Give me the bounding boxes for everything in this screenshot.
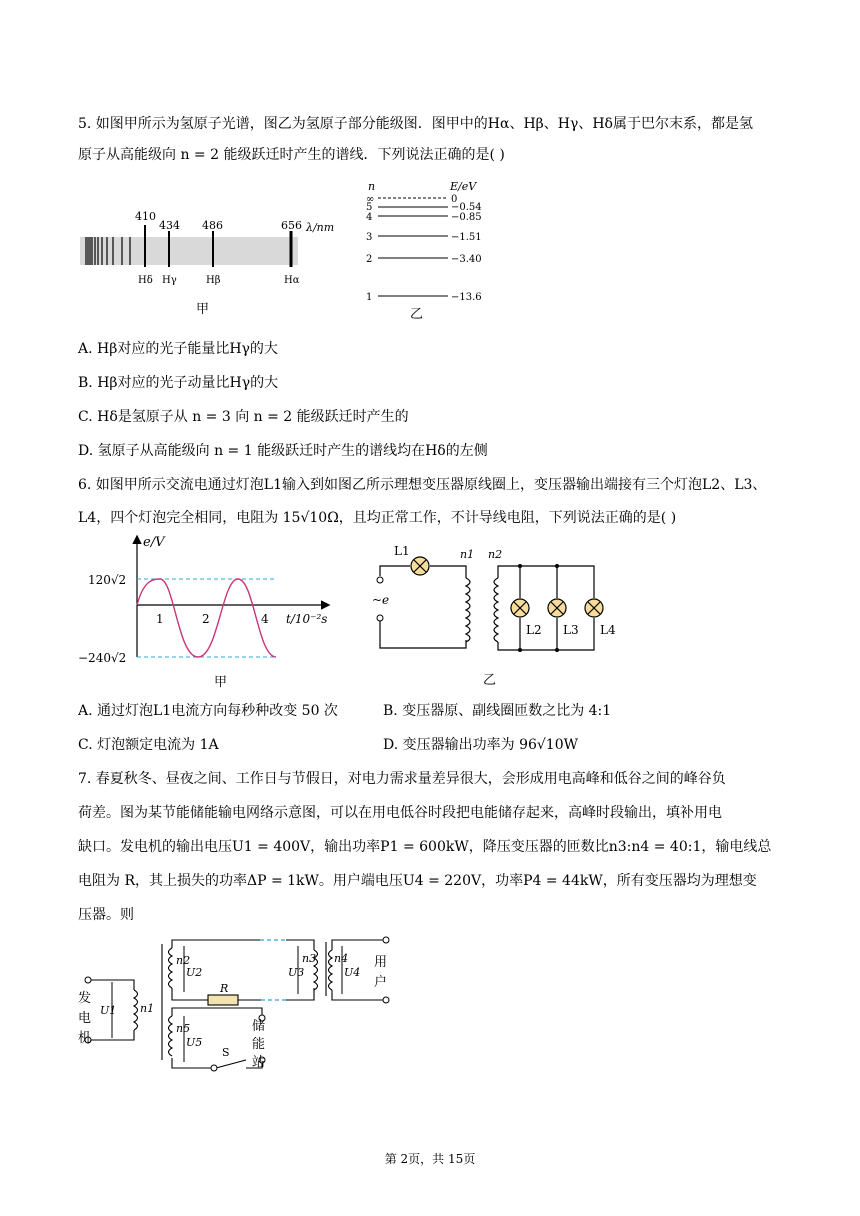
y-tick-bottom: −240√2 xyxy=(78,651,127,665)
y-axis-label: e/V xyxy=(143,535,165,550)
svg-text:L2: L2 xyxy=(526,623,542,637)
q5-option-d[interactable]: D. 氢原子从高能级向 n = 1 能级跃迁时产生的谱线均在Hδ的左侧 xyxy=(78,443,488,459)
q6-figure-jia-waveform xyxy=(78,532,340,690)
svg-text:发: 发 xyxy=(78,991,92,1006)
figure-caption-jia: 甲 xyxy=(196,302,210,317)
svg-text:电: 电 xyxy=(78,1011,92,1026)
wavelength-434: 434 xyxy=(159,219,180,232)
svg-text:L3: L3 xyxy=(563,623,579,637)
line-name-hgamma: Hγ xyxy=(162,275,177,286)
q6-figure-yi-circuit xyxy=(368,538,618,690)
q5-stem-line-2: 原子从高能级向 n = 2 能级跃迁时产生的谱线．下列说法正确的是( ) xyxy=(78,147,505,163)
x-tick-4: 4 xyxy=(261,612,269,626)
svg-text:U2: U2 xyxy=(186,966,203,979)
q5-stem-line-1: 5. 如图甲所示为氢原子光谱，图乙为氢原子部分能级图．图甲中的Hα、Hβ、Hγ、Hδ属于巴尔末系，都是氢 xyxy=(78,116,753,132)
wavelength-410: 410 xyxy=(135,210,156,223)
svg-text:U1: U1 xyxy=(100,1004,117,1017)
line-name-hbeta: Hβ xyxy=(206,275,221,286)
svg-text:机: 机 xyxy=(78,1031,92,1046)
svg-text:站: 站 xyxy=(252,1055,266,1070)
svg-text:L1: L1 xyxy=(394,544,410,558)
q6-stem-line-1: 6. 如图甲所示交流电通过灯泡L1输入到如图乙所示理想变压器原线圈上，变压器输出端接有三个灯泡L2、L3、 xyxy=(78,477,767,493)
q6-option-c[interactable]: C. 灯泡额定电流为 1A xyxy=(78,737,219,753)
q5-option-b[interactable]: B. Hβ对应的光子动量比Hγ的大 xyxy=(78,375,279,391)
q6-option-b[interactable]: B. 变压器原、副线圈匝数之比为 4:1 xyxy=(383,703,612,719)
svg-text:n4: n4 xyxy=(334,952,349,965)
q5-option-c[interactable]: C. Hδ是氢原子从 n = 3 向 n = 2 能级跃迁时产生的 xyxy=(78,409,409,425)
svg-text:n2: n2 xyxy=(488,548,503,561)
q6-option-a[interactable]: A. 通过灯泡L1电流方向每秒种改变 50 次 xyxy=(78,703,338,719)
svg-text:U4: U4 xyxy=(344,966,361,979)
svg-text:U3: U3 xyxy=(288,966,305,979)
q5-option-a[interactable]: A. Hβ对应的光子能量比Hγ的大 xyxy=(78,341,278,357)
svg-text:U5: U5 xyxy=(186,1036,203,1049)
svg-text:n5: n5 xyxy=(176,1022,191,1035)
wavelength-656: 656 xyxy=(281,219,302,232)
q7-stem-line-3: 缺口。发电机的输出电压U1 = 400V，输出功率P1 = 600kW，降压变压器的匝数比n3:n4 = 40:1，输电线总 xyxy=(78,839,772,855)
svg-text:3: 3 xyxy=(366,232,373,243)
svg-text:−0.54: −0.54 xyxy=(451,202,482,213)
x-tick-1: 1 xyxy=(156,612,164,626)
q7-stem-line-4: 电阻为 R，其上损失的功率ΔP = 1kW。用户端电压U4 = 220V，功率P4 = 44kW，所有变压器均为理想变 xyxy=(78,873,757,889)
svg-text:R: R xyxy=(220,982,229,995)
q6-option-d[interactable]: D. 变压器输出功率为 96√10W xyxy=(383,737,579,753)
svg-text:能: 能 xyxy=(252,1037,266,1052)
svg-text:4: 4 xyxy=(366,212,373,223)
svg-text:−13.6: −13.6 xyxy=(451,292,482,303)
svg-text:户: 户 xyxy=(374,975,388,990)
q5-figure-yi-energy-levels xyxy=(360,178,520,323)
q6-stem-line-2: L4，四个灯泡完全相同，电阻为 15√10Ω，且均正常工作，不计导线电阻，下列说法正确的是( ) xyxy=(78,510,677,526)
svg-text:1: 1 xyxy=(366,292,373,303)
svg-text:S: S xyxy=(222,1046,230,1059)
e-label: E/eV xyxy=(450,180,477,193)
svg-text:2: 2 xyxy=(366,254,373,265)
svg-text:−1.51: −1.51 xyxy=(451,232,482,243)
svg-text:−3.40: −3.40 xyxy=(451,254,482,265)
svg-text:n1: n1 xyxy=(460,548,475,561)
wavelength-unit: λ/nm xyxy=(306,221,335,234)
svg-text:0: 0 xyxy=(451,194,458,205)
svg-text:5: 5 xyxy=(366,202,373,213)
svg-text:n3: n3 xyxy=(302,952,317,965)
x-tick-2: 2 xyxy=(202,612,210,626)
x-axis-label: t/10⁻²s xyxy=(286,612,328,626)
svg-text:用: 用 xyxy=(374,955,388,970)
svg-text:~e: ~e xyxy=(372,593,390,607)
svg-text:∞: ∞ xyxy=(366,194,375,205)
svg-text:−0.85: −0.85 xyxy=(451,212,482,223)
y-tick-top: 120√2 xyxy=(88,573,127,587)
q5-figure-jia-spectrum xyxy=(78,205,348,320)
figure-caption-yi: 乙 xyxy=(410,307,424,322)
q7-stem-line-5: 压器。则 xyxy=(78,907,134,923)
q7-stem-line-2: 荷差。图为某节能储能输电网络示意图，可以在用电低谷时段把电能储存起来，高峰时段输出，填补用电 xyxy=(78,805,722,821)
svg-text:n2: n2 xyxy=(176,954,191,967)
figure-caption-jia: 甲 xyxy=(214,675,228,690)
n-label: n xyxy=(368,180,376,193)
svg-text:储: 储 xyxy=(252,1019,266,1034)
svg-text:L4: L4 xyxy=(600,623,616,637)
q7-figure-transmission-network xyxy=(76,930,406,1080)
q7-stem-line-1: 7. 春夏秋冬、昼夜之间、工作日与节假日，对电力需求量差异很大，会形成用电高峰和低谷之间的峰谷负 xyxy=(78,771,726,787)
figure-caption-yi: 乙 xyxy=(483,673,497,688)
line-name-halpha: Hα xyxy=(284,275,300,286)
page-footer: 第 2页，共 15页 xyxy=(384,1152,476,1166)
svg-text:n1: n1 xyxy=(140,1002,155,1015)
wavelength-486: 486 xyxy=(202,219,223,232)
line-name-hdelta: Hδ xyxy=(138,275,153,286)
